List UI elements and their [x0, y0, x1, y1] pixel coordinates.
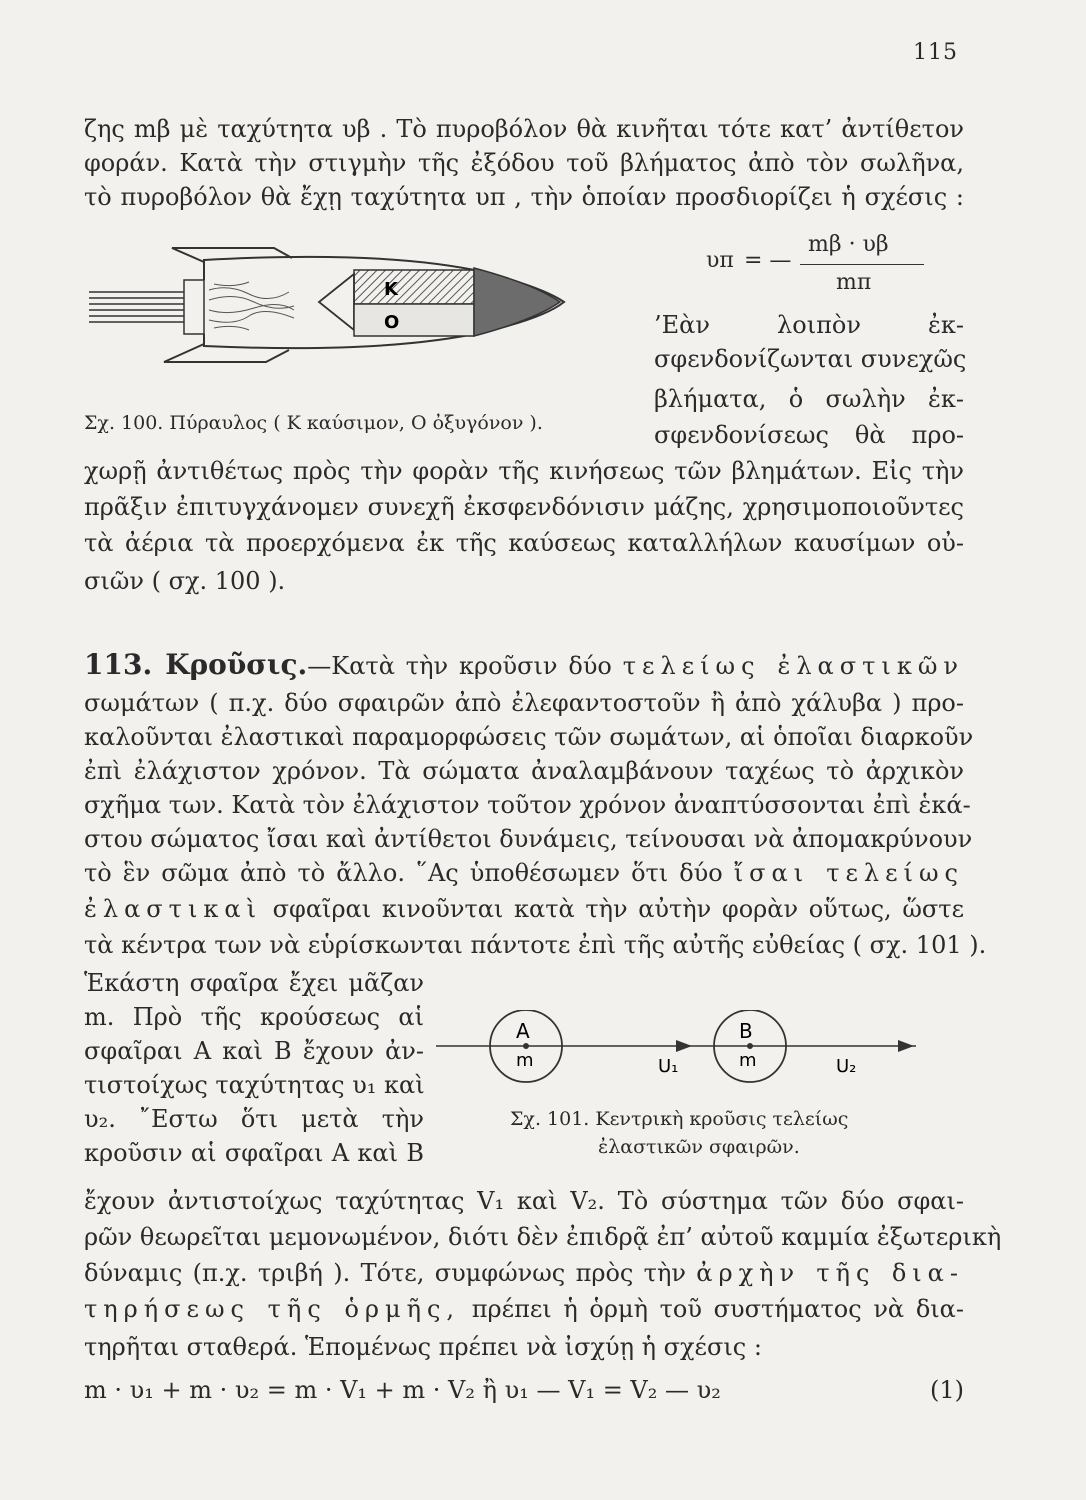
paragraph3-line-1: ἔχουν ἀντιστοίχως ταχύτητας V₁ καὶ V₂. Τὸ σύστημα τῶν δύο σφαι- [84, 1187, 964, 1215]
combustion-cone [319, 274, 354, 330]
figure101-caption-line2: ἐλαστικῶν σφαιρῶν. [598, 1136, 800, 1158]
fuel-chamber [354, 270, 474, 304]
figure100-caption: Σχ. 100. Πύραυλος ( Κ καύσιμον, Ο ὀξυγόνον ). [84, 412, 543, 434]
mass-b: m [739, 1050, 757, 1071]
formula-lhs: υπ [706, 248, 734, 273]
p3-line4-spaced: τηρήσεως τῆς ὁρμῆς, [84, 1295, 461, 1323]
section113-line-4: σχῆμα των. Κατὰ τὸν ἐλάχιστον τοῦτον χρόνον ἀναπτύσσονται ἐπὶ ἑκά- [84, 791, 971, 819]
paragraph1-line-3: τὸ πυροβόλον θὰ ἔχῃ ταχύτητα υπ , τὴν ὁποίαν προσδιορίζει ἡ σχέσις : [84, 183, 964, 211]
label-o: O [384, 312, 400, 333]
elastic-text: σφαῖραι κινοῦνται κατὰ τὴν αὐτὴν φορὰν οὕτως, ὥστε [272, 895, 964, 923]
paragraph2-line-3: τὰ ἀέρια τὰ προερχόμενα ἐκ τῆς καύσεως καταλλήλων καυσίμων οὐ- [84, 529, 964, 557]
section113-line-2: καλοῦνται ἐλαστικαὶ παραμορφώσεις τῶν σωμάτων, αἱ ὁποῖαι διαρκοῦν [84, 723, 974, 751]
p3-line4-text: πρέπει ἡ ὁρμὴ τοῦ συστήματος νὰ δια- [471, 1295, 964, 1323]
suppose-spaced: ἴσαι τελείως [733, 859, 964, 887]
formula-denominator: mπ [836, 270, 872, 295]
paragraph1-line-2: φοράν. Κατὰ τὴν στιγμὴν τῆς ἐξόδου τοῦ βλήματος ἀπὸ τὸν σωλῆνα, [84, 149, 964, 177]
paragraph3-line-3 [84, 1258, 964, 1288]
paragraph2-line-2: πρᾶξιν ἐπιτυγχάνομεν συνεχῆ ἐκσφενδόνισιν μάζης, χρησιμοποιοῦντες [84, 493, 964, 521]
suppose-text: τὸ ἓν σῶμα ἀπὸ τὸ ἄλλο. ῞Ας ὑποθέσωμεν ὅτι δύο [84, 859, 723, 887]
oxygen-chamber [354, 304, 474, 336]
right-col-line-3: βλήματα, ὁ σωλὴν ἐκ- [654, 385, 964, 413]
collision-figure [436, 1010, 916, 1090]
section-intro: —Κατὰ τὴν κροῦσιν δύο [307, 652, 612, 680]
equation-number: (1) [930, 1376, 964, 1404]
exhaust-lines [89, 292, 184, 322]
left-col-line-6: κροῦσιν αἱ σφαῖραι Α καὶ Β [84, 1139, 424, 1167]
left-col-line-1: Ἑκάστη σφαῖρα ἔχει μᾶζαν [84, 969, 424, 997]
section113-line-6 [84, 858, 964, 888]
paragraph3-line-2: ρῶν θεωρεῖται μεμονωμένον, διότι δὲν ἐπιδρᾷ ἐπ’ αὐτοῦ καμμία ἐξωτερικὴ [84, 1223, 1002, 1251]
paragraph2-line-4: σιῶν ( σχ. 100 ). [84, 567, 286, 595]
fraction-bar [800, 264, 924, 265]
left-col-line-2: m. Πρὸ τῆς κρούσεως αἱ [84, 1003, 424, 1031]
right-col-line-1: ’Εὰν λοιπὸν ἐκ- [654, 311, 964, 339]
formula-equals: = — [744, 248, 792, 273]
page-number: 115 [913, 40, 958, 65]
p3-line3-text: δύναμις (π.χ. τριβή ). Τότε, συμφώνως πρὸς τὴν [84, 1259, 686, 1287]
paragraph3-line-4 [84, 1294, 964, 1324]
upper-fin [172, 248, 292, 262]
left-col-line-4: τιστοίχως ταχύτητας υ₁ καὶ [84, 1071, 425, 1099]
paragraph3-line-5: τηρῆται σταθερά. Ἑπομένως πρέπει νὰ ἰσχύῃ ἡ σχέσις : [84, 1333, 762, 1361]
mass-a: m [516, 1050, 534, 1071]
rocket-nose [474, 268, 560, 336]
section113-line-5: στου σώματος ἴσαι καὶ ἀντίθετοι δυνάμεις, τείνουσαι νὰ ἀπομακρύνουν [84, 825, 973, 853]
spaced-phrase: τελείως ἐλαστικῶν [622, 652, 964, 680]
paragraph2-line-1: χωρῇ ἀντιθέτως πρὸς τὴν φορὰν τῆς κινήσεως τῶν βλημάτων. Εἰς τὴν [84, 457, 964, 485]
section113-line-8: τὰ κέντρα των νὰ εὑρίσκωνται πάντοτε ἐπὶ τῆς αὐτῆς εὐθείας ( σχ. 101 ). [84, 931, 987, 959]
label-a: A [516, 1019, 530, 1043]
section113-line-1: σωμάτων ( π.χ. δύο σφαιρῶν ἀπὸ ἐλεφαντοστοῦν ἢ ἀπὸ χάλυβα ) προ- [84, 689, 964, 717]
right-col-line-2: σφενδονίζωνται συνεχῶς [654, 345, 967, 373]
formula-numerator: mβ · υβ [808, 232, 889, 257]
label-b: B [739, 1019, 753, 1043]
section113-line-3: ἐπὶ ἐλάχιστον χρόνον. Τὰ σώματα ἀναλαμβάνουν ταχέως τὸ ἀρχικὸν [84, 757, 964, 785]
left-col-line-3: σφαῖραι Α καὶ Β ἔχουν ἀν- [84, 1037, 424, 1065]
p3-line3-spaced: ἀρχὴν τῆς δια- [696, 1259, 965, 1287]
section-heading: 113. Κροῦσις. [84, 648, 308, 681]
section113-line-7 [84, 894, 964, 924]
velocity-2: U₂ [836, 1056, 857, 1077]
center-b [747, 1043, 753, 1049]
equation-1: m · υ₁ + m · υ₂ = m · V₁ + m · V₂ ἢ υ₁ — V₁ = V₂ — υ₂ [84, 1376, 721, 1404]
velocity-1: U₁ [658, 1056, 679, 1077]
arrow-2 [898, 1040, 914, 1052]
section113-first-line [84, 650, 964, 681]
rocket-figure [84, 240, 584, 380]
nozzle [184, 280, 204, 334]
right-col-line-4: σφενδονίσεως θὰ προ- [654, 421, 964, 449]
paragraph1-line-1: ζης mβ μὲ ταχύτητα υβ . Τὸ πυροβόλον θὰ κινῆται τότε κατ’ ἀντίθετον [84, 115, 964, 143]
left-col-line-5: υ₂. ῎Εστω ὅτι μετὰ τὴν [84, 1105, 424, 1133]
elastic-spaced: ἐλαστικαὶ [84, 895, 262, 923]
center-a [523, 1043, 529, 1049]
flame-strokes [209, 282, 294, 330]
figure101-caption-line1: Σχ. 101. Κεντρικὴ κροῦσις τελείως [510, 1108, 849, 1130]
label-k: K [384, 279, 398, 300]
arrow-1 [676, 1040, 692, 1052]
